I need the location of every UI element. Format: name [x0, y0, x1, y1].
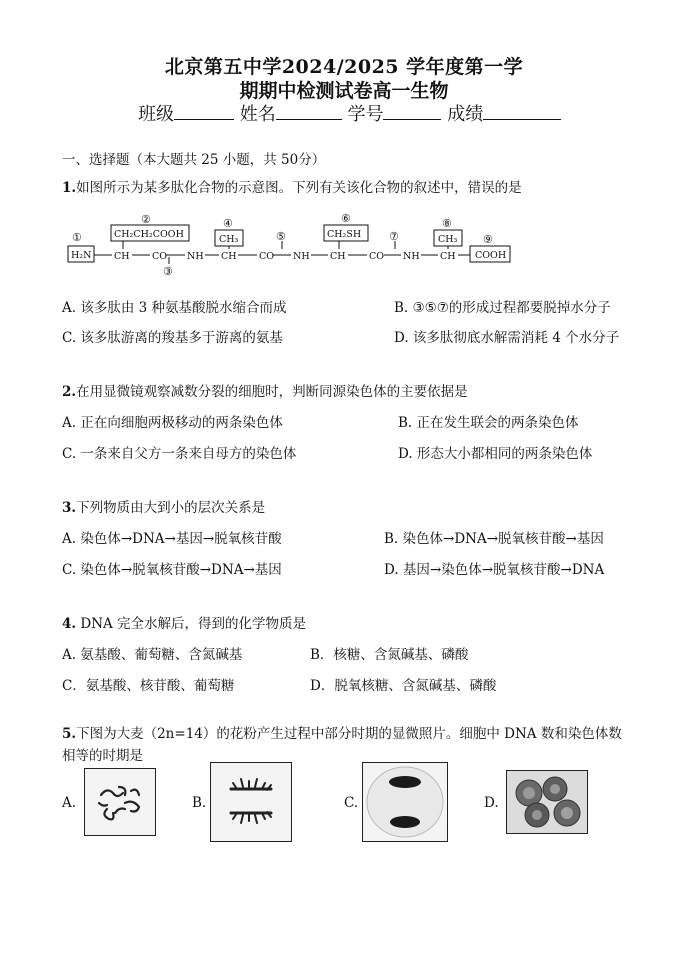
question-4-option-b[interactable]: B．核糖、含氮碱基、磷酸 [310, 647, 469, 663]
question-5-stem-cont: 相等的时期是 [62, 748, 143, 764]
question-1-number: 1. [62, 180, 77, 196]
question-4-stem [62, 612, 306, 632]
marker-2: ② [141, 213, 151, 226]
r-group-label-1: CH₂CH₂COOH [114, 229, 184, 240]
class-label: 班级 [138, 104, 174, 125]
score-label: 成绩 [447, 104, 484, 125]
marker-7: ⑦ [389, 230, 399, 243]
student-number-blank[interactable] [383, 101, 441, 120]
r-group-label-4: CH₃ [438, 234, 458, 245]
marker-1: ① [72, 231, 82, 244]
carboxyl-group-label: COOH [475, 250, 507, 261]
question-2-text: 在用显微镜观察减数分裂的细胞时，判断同源染色体的主要依据是 [76, 384, 468, 400]
question-1-stem [62, 176, 522, 196]
chain-atom: CO [259, 251, 275, 262]
student-number-label: 学号 [347, 104, 384, 125]
question-5-text: 下图为大麦（2n=14）的花粉产生过程中部分时期的显微照片。细胞中 DNA 数和染色体数 [76, 726, 622, 742]
score-blank[interactable] [483, 101, 561, 120]
question-4-option-c[interactable]: C．氨基酸、核苷酸、葡萄糖 [62, 678, 235, 694]
chain-atom: CH [440, 251, 456, 262]
marker-6: ⑥ [341, 212, 351, 225]
chain-atom: CO [152, 251, 168, 262]
marker-8: ⑧ [442, 217, 452, 230]
question-2-option-a[interactable]: A. 正在向细胞两极移动的两条染色体 [62, 415, 283, 431]
question-5-stem [62, 722, 622, 742]
exam-title-line2: 期期中检测试卷高一生物 [239, 80, 449, 102]
question-1-option-a[interactable]: A. 该多肽由 3 种氨基酸脱水缩合而成 [62, 300, 287, 316]
question-5-option-d[interactable]: D. [484, 795, 499, 811]
polypeptide-diagram [62, 208, 532, 280]
question-1-option-c[interactable]: C. 该多肽游离的羧基多于游离的氨基 [62, 330, 283, 346]
question-4-text: DNA 完全水解后，得到的化学物质是 [76, 616, 307, 632]
section-heading: 一、选择题（本大题共 25 小题，共 50分） [62, 152, 326, 168]
question-4-option-a[interactable]: A. 氨基酸、葡萄糖、含氮碱基 [62, 647, 243, 663]
chain-atom: NH [187, 251, 204, 262]
exam-title-line1: 北京第五中学2024/2025 学年度第一学 [164, 56, 524, 78]
r-group-label-2: CH₃ [219, 234, 239, 245]
question-1-option-d[interactable]: D. 该多肽彻底水解需消耗 4 个水分子 [394, 330, 620, 346]
marker-9: ⑨ [483, 233, 493, 246]
question-2-stem [62, 380, 468, 400]
chain-atom: NH [403, 251, 420, 262]
question-5-number: 5. [62, 726, 77, 742]
chromosome-image-b [211, 763, 291, 841]
micrograph-b[interactable] [210, 762, 292, 842]
marker-3: ③ [163, 265, 173, 278]
student-info-line [138, 100, 561, 126]
question-2-number: 2. [62, 384, 77, 400]
marker-4: ④ [223, 217, 233, 230]
question-1-text: 如图所示为某多肽化合物的示意图。下列有关该化合物的叙述中，错误的是 [76, 180, 522, 196]
question-1-option-b[interactable]: B. ③⑤⑦的形成过程都要脱掉水分子 [394, 300, 611, 316]
question-4-option-d[interactable]: D．脱氧核糖、含氮碱基、磷酸 [310, 678, 497, 694]
question-3-number: 3. [62, 500, 77, 516]
question-2-option-b[interactable]: B. 正在发生联会的两条染色体 [398, 415, 579, 431]
r-group-label-3: CH₂SH [327, 229, 362, 240]
chain-atom: CH [114, 251, 130, 262]
question-5-option-b[interactable]: B. [192, 795, 207, 811]
tetrad-image-d [507, 771, 587, 833]
chain-atom: NH [293, 251, 310, 262]
chain-atom: CH [221, 251, 237, 262]
question-5-option-c[interactable]: C. [344, 795, 359, 811]
micrograph-d[interactable] [506, 770, 588, 834]
name-blank[interactable] [276, 101, 342, 120]
name-label: 姓名 [239, 104, 276, 125]
question-4-number: 4. [62, 616, 77, 632]
chain-atom: CO [369, 251, 385, 262]
class-blank[interactable] [174, 101, 234, 120]
question-3-option-d[interactable]: D. 基因→染色体→脱氧核苷酸→DNA [384, 562, 605, 578]
chromosome-image-c [363, 763, 447, 841]
marker-5: ⑤ [276, 230, 286, 243]
question-3-stem [62, 496, 265, 516]
micrograph-a[interactable] [84, 768, 156, 836]
question-3-option-b[interactable]: B. 染色体→DNA→脱氧核苷酸→基因 [384, 531, 604, 547]
chain-atom: CH [330, 251, 346, 262]
question-2-option-d[interactable]: D. 形态大小都相同的两条染色体 [398, 446, 593, 462]
question-3-option-a[interactable]: A. 染色体→DNA→基因→脱氧核苷酸 [62, 531, 282, 547]
amino-group-label: H₂N [71, 250, 92, 261]
micrograph-c[interactable] [362, 762, 448, 842]
question-3-text: 下列物质由大到小的层次关系是 [76, 500, 266, 516]
question-5-option-a[interactable]: A. [62, 795, 77, 811]
question-3-option-c[interactable]: C. 染色体→脱氧核苷酸→DNA→基因 [62, 562, 282, 578]
chromosome-image-a [85, 769, 155, 835]
question-2-option-c[interactable]: C. 一条来自父方一条来自母方的染色体 [62, 446, 297, 462]
